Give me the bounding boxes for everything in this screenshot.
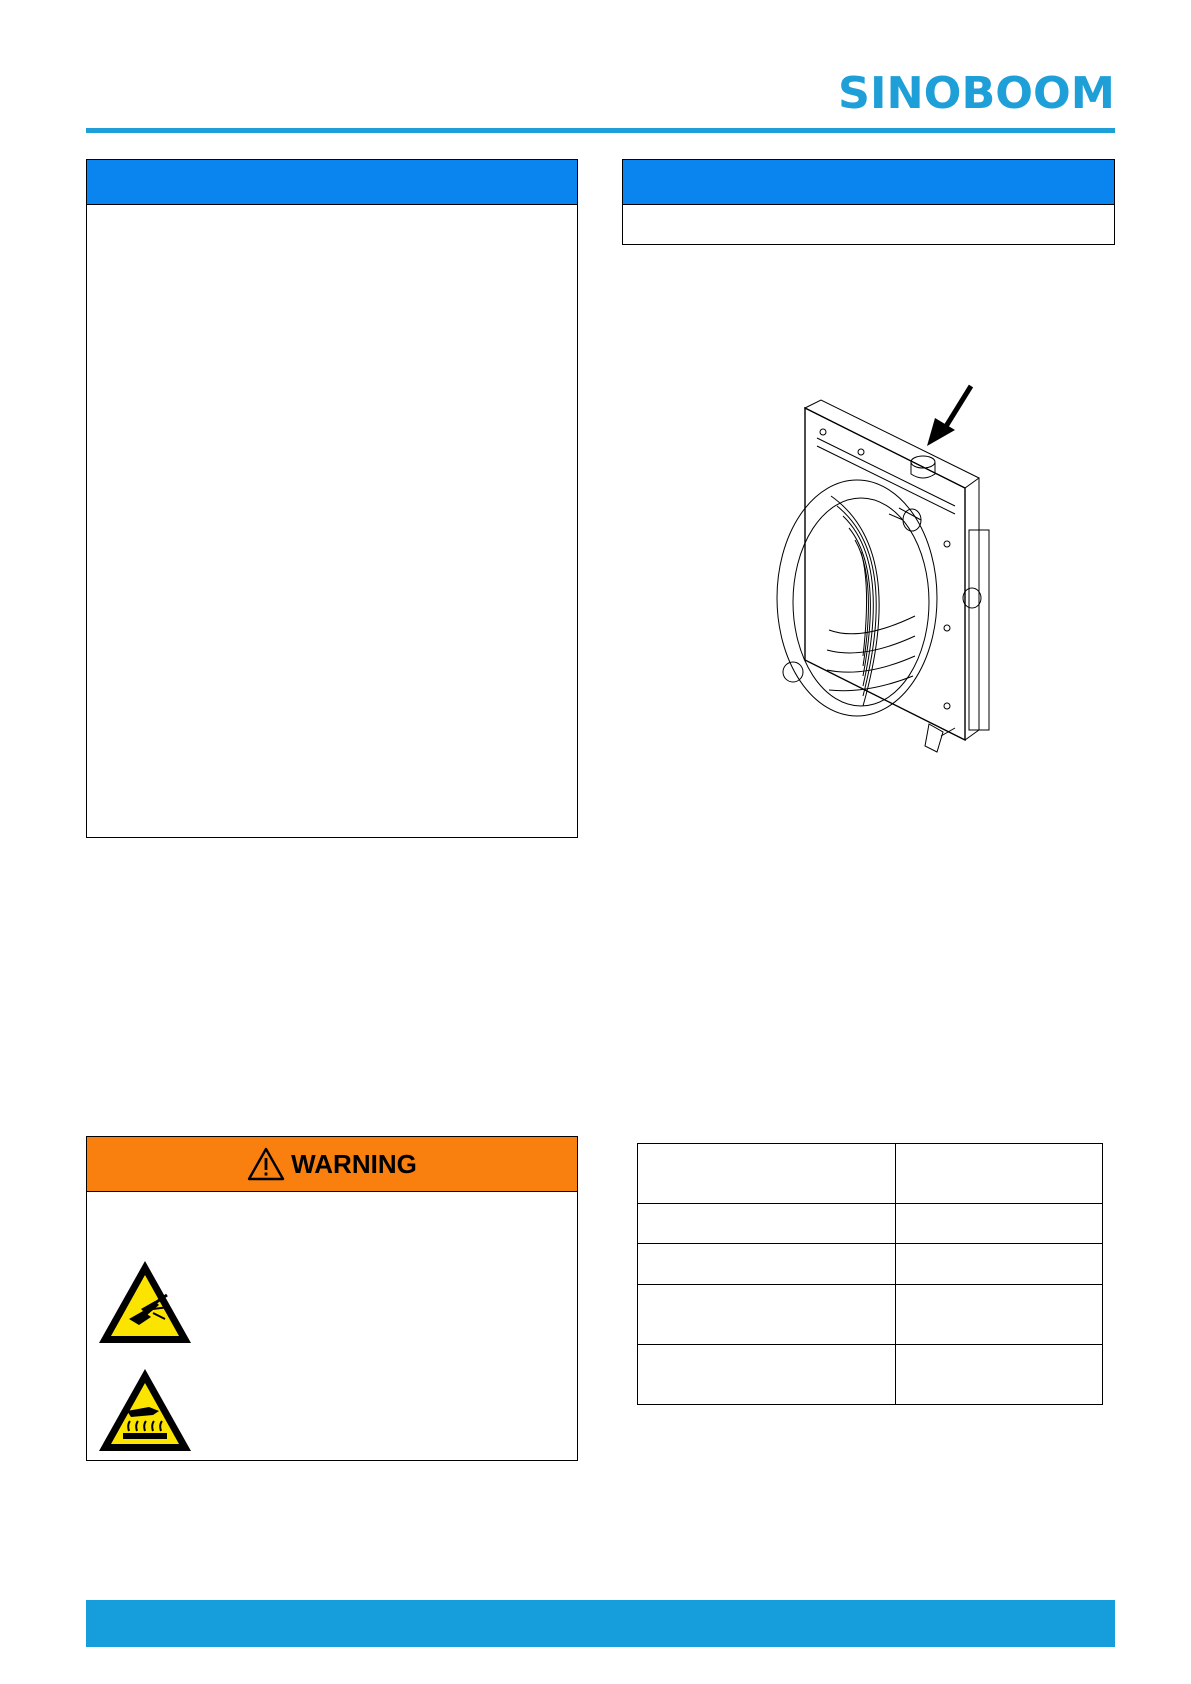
right-panel-header bbox=[623, 160, 1114, 205]
table-row bbox=[638, 1144, 1103, 1204]
table-cell bbox=[896, 1204, 1103, 1244]
radiator-body bbox=[777, 400, 989, 752]
table-cell bbox=[896, 1144, 1103, 1204]
radiator-figure bbox=[765, 380, 1015, 800]
pressurized-spray-icon bbox=[95, 1257, 195, 1349]
table-row bbox=[638, 1204, 1103, 1244]
warning-box bbox=[86, 1136, 578, 1461]
table-row bbox=[638, 1285, 1103, 1345]
table-cell bbox=[896, 1345, 1103, 1405]
right-info-panel bbox=[622, 159, 1115, 245]
table-row bbox=[638, 1244, 1103, 1285]
callout-arrow-icon bbox=[927, 386, 971, 446]
table-cell bbox=[638, 1204, 896, 1244]
table-cell bbox=[638, 1345, 896, 1405]
spec-table bbox=[637, 1143, 1103, 1405]
table-cell bbox=[638, 1244, 896, 1285]
table-row bbox=[638, 1345, 1103, 1405]
header-rule bbox=[86, 128, 1115, 133]
left-info-panel bbox=[86, 159, 578, 838]
warning-title: WARNING bbox=[291, 1149, 417, 1179]
sinoboom-logo-graphic bbox=[838, 72, 1115, 112]
table-cell bbox=[896, 1244, 1103, 1285]
brand-text: SINOBOOM bbox=[838, 72, 1115, 112]
table-cell bbox=[638, 1285, 896, 1345]
warning-triangle-icon bbox=[247, 1147, 285, 1181]
left-panel-header bbox=[87, 160, 577, 205]
table-cell bbox=[638, 1144, 896, 1204]
table-cell bbox=[896, 1285, 1103, 1345]
warning-header bbox=[87, 1137, 577, 1192]
footer-bar bbox=[86, 1600, 1115, 1647]
hot-surface-icon bbox=[95, 1365, 195, 1457]
sinoboom-logo bbox=[838, 72, 1115, 112]
